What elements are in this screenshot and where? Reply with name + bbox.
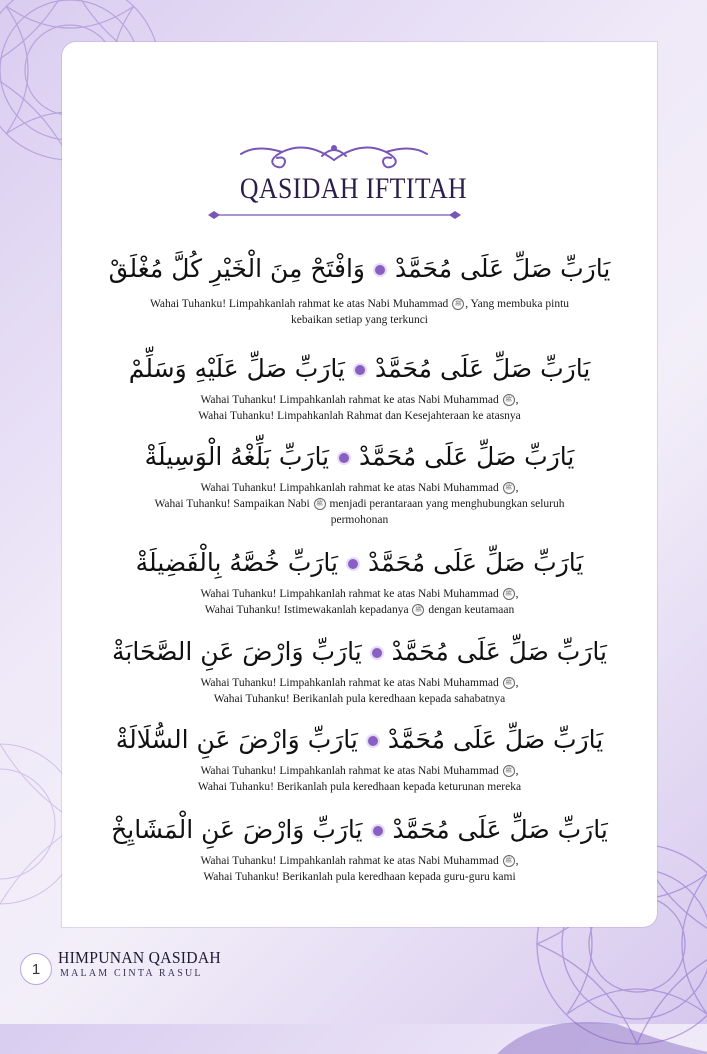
translation-line-1: Wahai Tuhanku! Limpahkanlah rahmat ke atas Nabi Muhammad [200,588,499,600]
translation [62,392,657,424]
arabic-hemistich-a: يَارَبِّ صَلِّ عَلَى مُحَمَّدْ [392,815,608,844]
translation-line-2: kebaikan setiap yang terkunci [291,314,428,326]
translation-line-1-end: , [515,394,519,406]
translation-line-1-end: , [515,677,519,689]
arabic-hemistich-a: يَارَبِّ صَلِّ عَلَى مُحَمَّدْ [387,725,604,754]
purple-dot-icon [375,265,385,275]
translation-line-2-end: menjadi perantaraan yang menghubungkan seluruh [329,498,565,510]
saw-honorific-icon: ﷺ [452,298,464,310]
saw-honorific-icon: ﷺ [503,394,515,406]
purple-dot-icon [372,648,382,658]
saw-honorific-icon: ﷺ [503,677,515,689]
page-number: 1 [20,953,52,985]
translation-line-1: Wahai Tuhanku! Limpahkanlah rahmat ke atas Nabi Muhammad [200,482,499,494]
arabic-hemistich-a: يَارَبِّ صَلِّ عَلَى مُحَمَّدْ [394,254,611,283]
saw-honorific-icon: ﷺ [314,498,326,510]
purple-dot-icon [368,736,378,746]
translation [62,296,657,328]
title-underline [208,210,461,220]
verse-1 [62,252,657,328]
translation-line-1-end: , [515,588,519,600]
translation-line-1-end: , Yang membuka pintu [465,298,570,310]
saw-honorific-icon: ﷺ [503,855,515,867]
translation-line-1: Wahai Tuhanku! Limpahkanlah rahmat ke atas Nabi Muhammad [149,298,449,310]
arabic-hemistich-b: وَافْتَحْ مِنَ الْخَيْرِ كُلَّ مُغْلَقْ [108,254,365,283]
translation-line-2: Wahai Tuhanku! Limpahkanlah Rahmat dan Kesejahteraan ke atasnya [198,410,521,422]
arabic-couplet [62,635,657,669]
translation-line-2: Wahai Tuhanku! Berikanlah pula keredhaan kepada sahabatnya [213,693,506,705]
arabic-couplet [62,252,657,286]
translation [62,586,657,618]
translation-line-2: Wahai Tuhanku! Berikanlah pula keredhaan kepada guru-guru kami [203,871,516,883]
arabic-hemistich-b: يَارَبِّ صَلِّ عَلَيْهِ وَسَلِّمْ [128,354,345,383]
arabic-couplet [62,440,657,474]
verse-7 [62,813,657,885]
translation [62,675,657,707]
translation [62,853,657,885]
verse-3 [62,440,657,528]
saw-honorific-icon: ﷺ [503,765,515,777]
decorative-flourish-icon [237,138,432,172]
arabic-couplet [62,813,657,847]
saw-honorific-icon: ﷺ [503,588,515,600]
translation-line-2: Wahai Tuhanku! Sampaikan Nabi [154,498,310,510]
purple-dot-icon [355,365,365,375]
translation-line-1-end: , [515,855,519,867]
book-title: HIMPUNAN QASIDAH [58,948,221,967]
purple-dot-icon [348,559,358,569]
translation-line-1: Wahai Tuhanku! Limpahkanlah rahmat ke atas Nabi Muhammad [200,765,499,777]
translation-line-2: Wahai Tuhanku! Istimewakanlah kepadanya [204,604,409,616]
book-subtitle: MALAM CINTA RASUL [60,968,203,979]
translation-line-1: Wahai Tuhanku! Limpahkanlah rahmat ke atas Nabi Muhammad [200,855,499,867]
arabic-hemistich-b: يَارَبِّ وَارْضَ عَنِ الْمَشَايِخْ [111,815,363,844]
verse-2 [62,352,657,424]
arabic-hemistich-b: يَارَبِّ وَارْضَ عَنِ السُّلَالَةْ [115,725,358,754]
arabic-hemistich-a: يَارَبِّ صَلِّ عَلَى مُحَمَّدْ [359,442,575,471]
verse-4 [62,546,657,618]
arabic-hemistich-b: يَارَبِّ وَارْضَ عَنِ الصَّحَابَةْ [112,637,362,666]
arabic-hemistich-b: يَارَبِّ خُصَّهُ بِالْفَضِيلَةْ [135,548,339,577]
arabic-hemistich-a: يَارَبِّ صَلِّ عَلَى مُحَمَّدْ [374,354,591,383]
translation-line-3: permohonan [330,514,389,526]
translation-line-1-end: , [515,482,519,494]
translation-line-2: Wahai Tuhanku! Berikanlah pula keredhaan kepada keturunan mereka [197,781,522,793]
translation-line-1-end: , [515,765,519,777]
translation-line-2-end: dengan keutamaan [428,604,515,616]
saw-honorific-icon: ﷺ [503,482,515,494]
purple-dot-icon [373,826,383,836]
arabic-hemistich-b: يَارَبِّ بَلِّغْهُ الْوَسِيلَةْ [144,442,330,471]
saw-honorific-icon: ﷺ [412,604,424,616]
translation [62,763,657,795]
page-title: QASIDAH IFTITAH [239,172,468,205]
translation [62,480,657,528]
purple-dot-icon [339,453,349,463]
arabic-couplet [62,723,657,757]
arabic-hemistich-a: يَارَبِّ صَلِّ عَلَى مُحَمَّدْ [368,548,584,577]
translation-line-1: Wahai Tuhanku! Limpahkanlah rahmat ke atas Nabi Muhammad [200,394,499,406]
translation-line-1: Wahai Tuhanku! Limpahkanlah rahmat ke atas Nabi Muhammad [200,677,499,689]
verse-5 [62,635,657,707]
arabic-couplet [62,546,657,580]
arabic-couplet [62,352,657,386]
verse-6 [62,723,657,795]
arabic-hemistich-a: يَارَبِّ صَلِّ عَلَى مُحَمَّدْ [391,637,607,666]
